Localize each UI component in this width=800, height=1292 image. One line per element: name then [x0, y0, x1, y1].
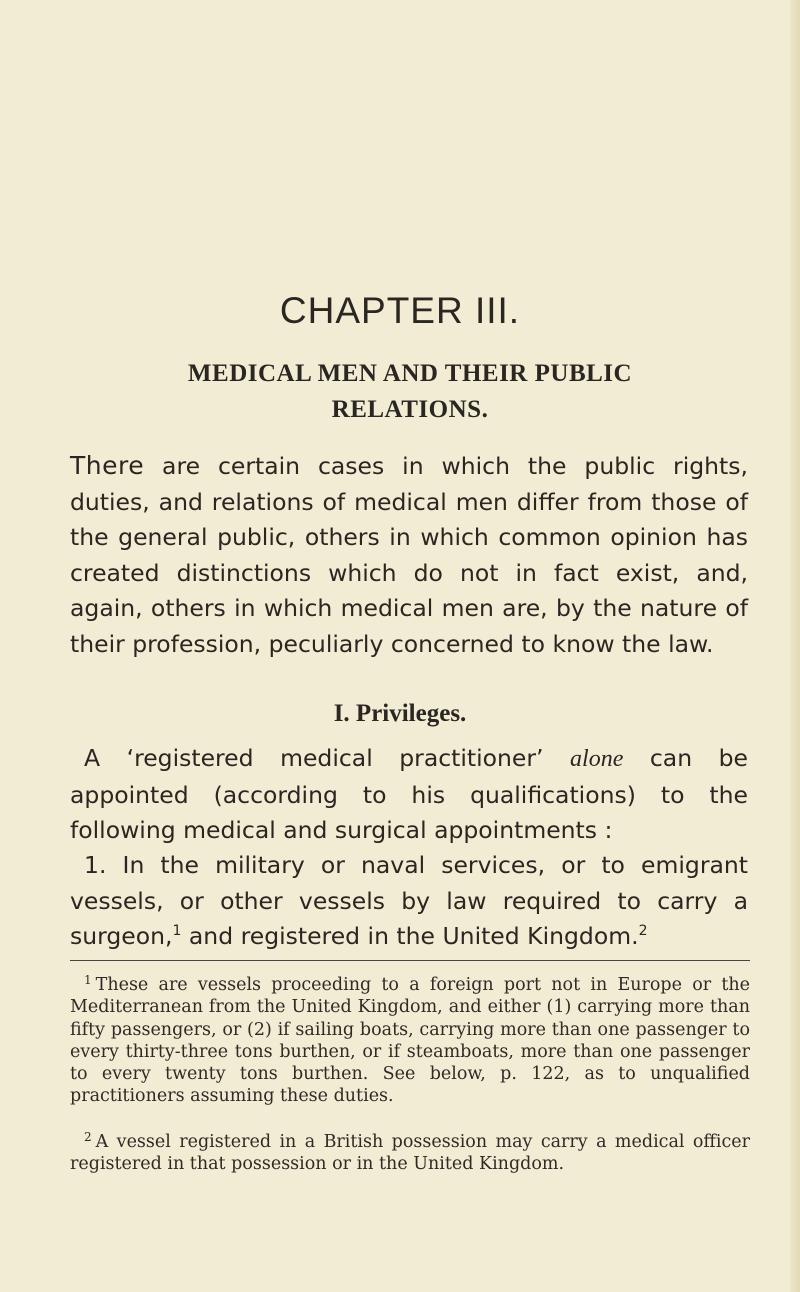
- privileges-rest: can be appointed (according to his qualifications) to the following medical and surgical appointments :: [70, 744, 748, 844]
- intro-first-word: There: [70, 451, 145, 480]
- chapter-subtitle: [70, 356, 750, 428]
- footnote-2-text: A vessel registered in a British possession may carry a medical officer registered in that possession or in the United Kingdom.: [70, 1132, 750, 1175]
- chapter-subtitle-line1: MEDICAL MEN AND THEIR PUBLIC: [187, 360, 633, 387]
- list-item-1-text: 1. In the military or naval services, or to emigrant vessels, or other vessels by law required to carry a surgeon,: [70, 851, 748, 950]
- footnote-ref-1[interactable]: 1: [172, 923, 182, 939]
- intro-paragraph-text: are certain cases in which the public rights, duties, and relations of medical men differ from those of the general public, others in which common opinion has created distinctions which do not in fact exist, and, again, others in which medical men are, by the nature of their profession, peculiarly concerned to know the law.: [70, 452, 748, 658]
- footnote-2: [70, 1131, 750, 1176]
- privileges-paragraph: [70, 741, 748, 849]
- chapter-heading: CHAPTER III.: [279, 290, 521, 331]
- footnote-divider: [70, 960, 750, 961]
- section-heading: I. Privileges.: [333, 700, 467, 727]
- list-item-1: [70, 848, 748, 955]
- privileges-emphasis: alone: [570, 746, 624, 772]
- page-edge: [790, 0, 800, 1292]
- privileges-lead: A ‘registered medical practitioner’: [84, 744, 571, 772]
- footnote-1-mark: 1: [84, 973, 92, 987]
- intro-paragraph: [70, 448, 748, 662]
- footnote-1: [70, 974, 750, 1108]
- list-item-1-text2: and registered in the United Kingdom.: [181, 922, 639, 950]
- footnote-1-text: These are vessels proceeding to a foreign port not in Europe or the Mediterranean from the United Kingdom, and either (1) carrying more than fifty passengers, or (2) if sailing boats, carrying more than one passenger to every thirty-three tons burthen, or if steamboats, more than one passenger to every twenty tons burthen. See below, p. 122, as to unqualified practitioners assuming these duties.: [70, 975, 750, 1107]
- footnote-2-mark: 2: [84, 1130, 92, 1144]
- chapter-subtitle-line2: RELATIONS.: [331, 396, 489, 423]
- footnote-ref-2[interactable]: 2: [638, 923, 648, 939]
